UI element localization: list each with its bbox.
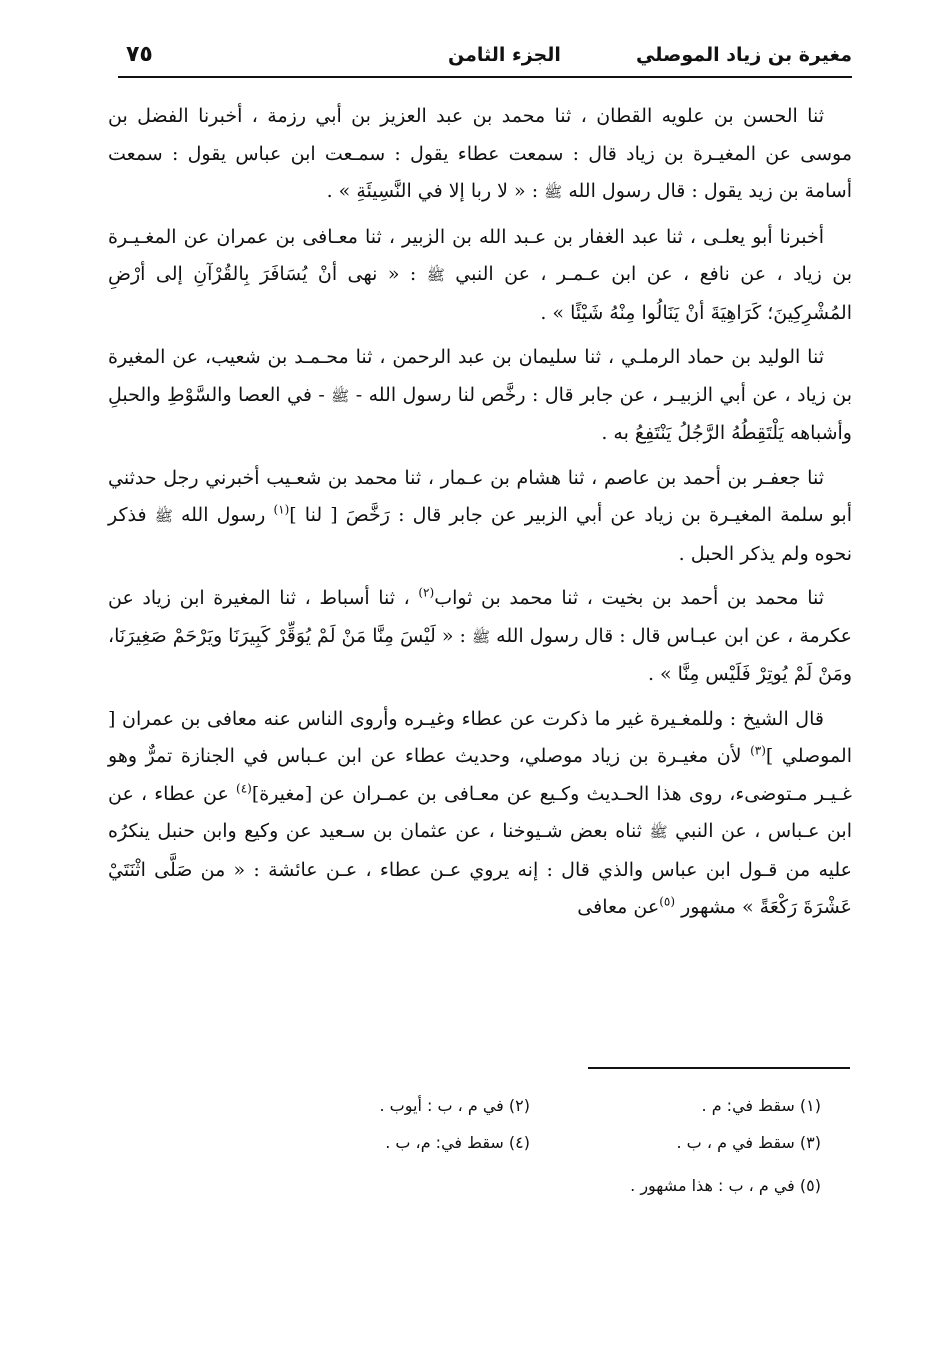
salla-ligature: ﷺ — [426, 266, 445, 284]
footnote-ref-3: (٣) — [750, 743, 766, 758]
volume-title: الجزء الثامن — [448, 44, 561, 66]
footnote-4: (٤) سقط في: م، ب . — [385, 1133, 530, 1152]
footnote-3: (٣) سقط في م ، ب . — [676, 1133, 821, 1152]
page-number: ٧٥ — [126, 42, 153, 67]
footnote-divider — [588, 1067, 850, 1069]
running-title: مغيرة بن زياد الموصلي — [636, 44, 852, 66]
paragraph-3: ثنا الوليد بن حماد الرملـي ، ثنا سليمان بن عبد الرحمن ، ثنا محـمـد بن شعيب، عن المغيرة بن زياد ، عن أبي الزبيـر ، عن جابر قال : رخَّص لنا رسول الله - ﷺ - في العصا والسَّوْطِ والحبلِ وأشباهه يَلْتَقِطُهُ الرَّجُلُ يَنْتَفِعُ به . — [108, 346, 853, 444]
footnote-5: (٥) في م ، ب : هذا مشهور . — [630, 1176, 821, 1195]
footnote-1: (١) سقط في: م . — [701, 1096, 821, 1115]
paragraph-1: ثنا الحسن بن علويه القطان ، ثنا محمد بن عبد العزيز بن أبي رزمة ، أخبرنا الفضل بن موسى عن المغيـرة بن زياد قال : سمعت عطاء يقول : سمـعت ابن عباس يقول : سمعت أسامة بن زيد يقول : قال رسول الله ﷺ : « لا ربا إلا في النَّسِيئَةِ » . — [108, 105, 852, 202]
footnote-ref-5: (٥) — [659, 894, 676, 909]
salla-ligature: ﷺ — [649, 823, 668, 841]
paragraph-5: ثنا محمد بن أحمد بن بخيت ، ثنا محمد بن ثواب$^{(٢)}$ ، ثنا أسباط ، ثنا المغيرة ابن زياد عن عكرمة ، عن ابن عبـاس قال : قال رسول الله ﷺ : « لَيْسَ مِنَّا مَنْ لَمْ يُوَقِّرْ كَبِيرَنَا ويَرْحَمْ صَغِيرَنَا، ومَنْ لَمْ يُوتِرْ فَلَيْس مِنَّا » . — [108, 585, 853, 685]
salla-ligature: ﷺ — [544, 183, 563, 201]
salla-ligature: ﷺ — [331, 386, 350, 405]
salla-ligature: ﷺ — [471, 627, 491, 646]
paragraph-6: قال الشيخ : وللمغـيرة غير ما ذكرت عن عطاء وغيـره وأروى الناس عنه معافى بن عمران [ الموصلي ]$^{(٣)}$ لأن مغيـرة بن زياد موصلي، وحديث عطاء عن ابن عـباس في الجنازة تمرٌّ وهو غـيـر مـتوضىء، روى هذا الحـديث وكـيع عن معـافى بن عمـران عن [مغيرة]$^{(٤)}$ عن عطاء ، عن ابن عـباس ، عن النبي ﷺ ثناه بعض شـيوخنا ، عن عثمان بن سـعيد عن وكيع وابن حنبل ينكرُه عليه من قـول ابن عباس والذي قال : إنه يروي عـن عطاء ، عـن عائشة : « من صَلَّى اثْنَتَيْ عَشْرَةَ رَكْعَةً » مشهور $^{(٥)}$عن معافى — [108, 707, 852, 918]
footnote-ref-2: (٢) — [418, 585, 435, 600]
main-text — [108, 98, 852, 934]
page-header — [118, 40, 852, 78]
paragraph-4: ثنا جعفـر بن أحمد بن عاصم ، ثنا هشام بن عـمار ، ثنا محمد بن شعـيب أخبرني رجل حدثني أبو سلمة المغيـرة بن زياد عن أبي الزبير عن جابر قال : رَخَّصَ [ لنا ]$^{(١)}$ رسول الله ﷺ فذكر نحوه ولم يذكر الحبل . — [108, 466, 852, 565]
footnote-ref-4: (٤) — [236, 781, 252, 796]
footnote-ref-1: (١) — [273, 502, 290, 517]
paragraph-2: أخبرنا أبو يعلـى ، ثنا عبد الغفار بن عـبد الله بن الزبير ، ثنا معـافى بن عمران عن المغـيـرة بن زياد ، عن نافع ، عن ابن عـمـر ، عن النبي ﷺ : « نهى أنْ يُسَافَرَ بِالقُرْآنِ إلى أرْضِ المُشْرِكِينَ؛ كَرَاهِيَةَ أنْ يَنَالُوا مِنْهُ شَيْئًا » . — [108, 225, 852, 324]
footnote-2: (٢) في م ، ب : أيوب . — [379, 1096, 530, 1115]
salla-ligature: ﷺ — [154, 507, 173, 525]
